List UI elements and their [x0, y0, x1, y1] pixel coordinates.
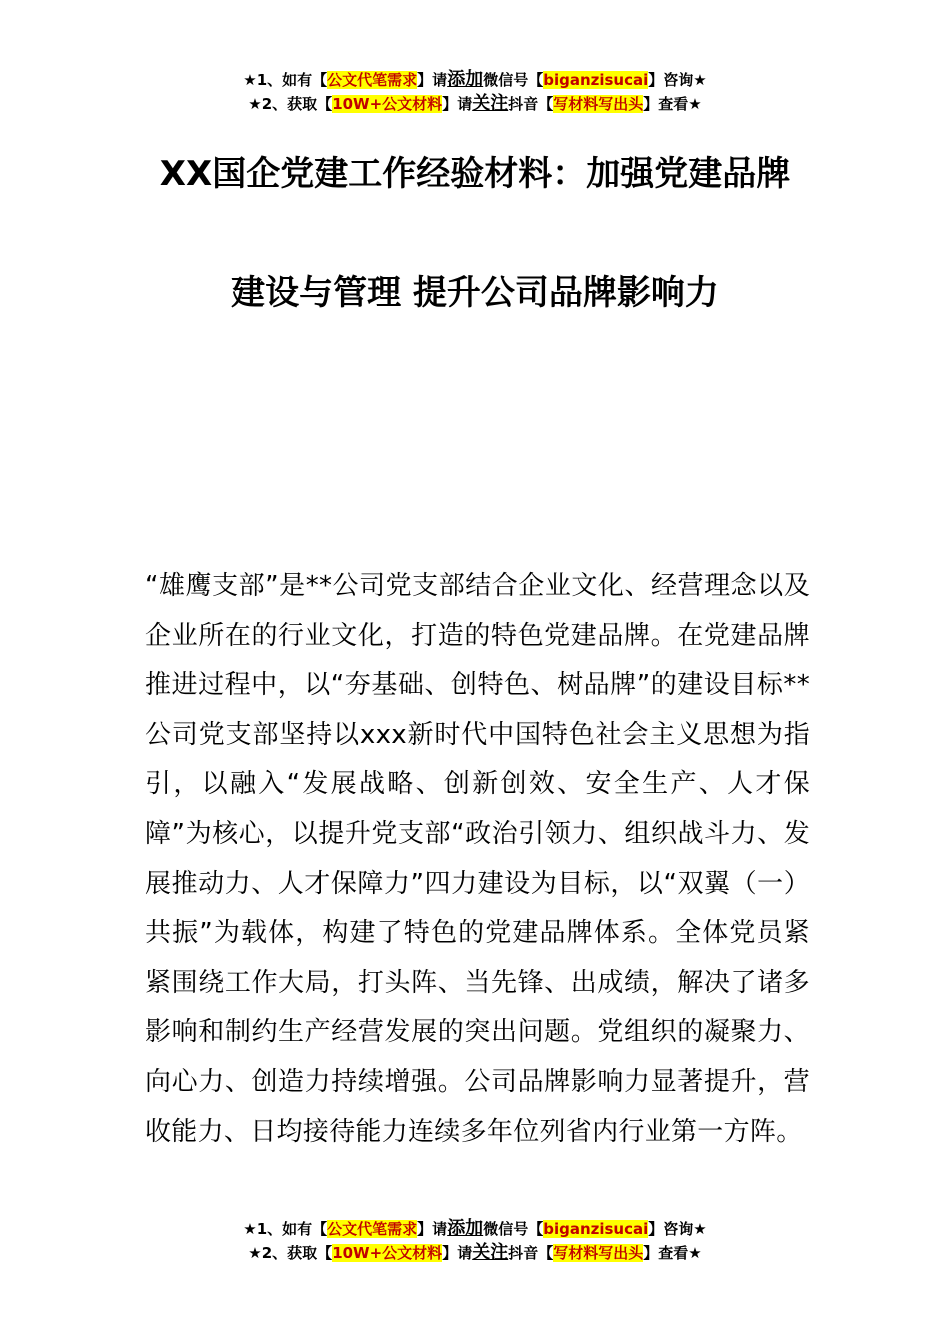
highlight-douyin: 写材料写出头 — [553, 95, 644, 113]
highlight-wechat-id: biganzisucai — [543, 71, 649, 89]
document-title-line-1: XX国企党建工作经验材料：加强党建品牌 — [159, 154, 791, 194]
highlight-materials: 10W+公文材料 — [332, 95, 443, 113]
highlight-wechat-id: biganzisucai — [543, 1220, 649, 1238]
banner-line-1: ★1、如有【公文代笔需求】请添加微信号【biganzisucai】咨询★ — [243, 69, 707, 90]
highlight-service: 公文代笔需求 — [327, 1220, 418, 1238]
highlight-douyin: 写材料写出头 — [553, 1244, 644, 1262]
banner-line-1: ★1、如有【公文代笔需求】请添加微信号【biganzisucai】咨询★ — [243, 1218, 707, 1239]
banner-line-2: ★2、获取【10W+公文材料】请关注抖音【写材料写出头】查看★ — [248, 1242, 702, 1263]
document-title-line-2: 建设与管理 提升公司品牌影响力 — [231, 273, 719, 313]
body-paragraph: “雄鹰支部”是**公司党支部结合企业文化、经营理念以及企业所在的行业文化，打造的特色党建品牌。在党建品牌推进过程中，以“夯基础、创特色、树品牌”的建设目标**公司党支部坚持以xxx新时代中国特色社会主义思想为指引，以融入“发展战略、创新创效、安全生产、人才保障”为核心，以提升党支部“政治引领力、组织战斗力、发展推动力、人才保障力”四力建设为目标，以“双翼（一）共振”为载体，构建了特色的党建品牌体系。全体党员紧紧围绕工作大局，打头阵、当先锋、出成绩，解决了诸多影响和制约生产经营发展的突出问题。党组织的凝聚力、向心力、创造力持续增强。公司品牌影响力显著提升，营收能力、日均接待能力连续多年位列省内行业第一方阵。 — [145, 571, 810, 1147]
top-banner — [0, 68, 950, 116]
highlight-service: 公文代笔需求 — [327, 71, 418, 89]
banner-line-2: ★2、获取【10W+公文材料】请关注抖音【写材料写出头】查看★ — [248, 93, 702, 114]
bottom-banner — [0, 1217, 950, 1265]
highlight-materials: 10W+公文材料 — [332, 1244, 443, 1262]
